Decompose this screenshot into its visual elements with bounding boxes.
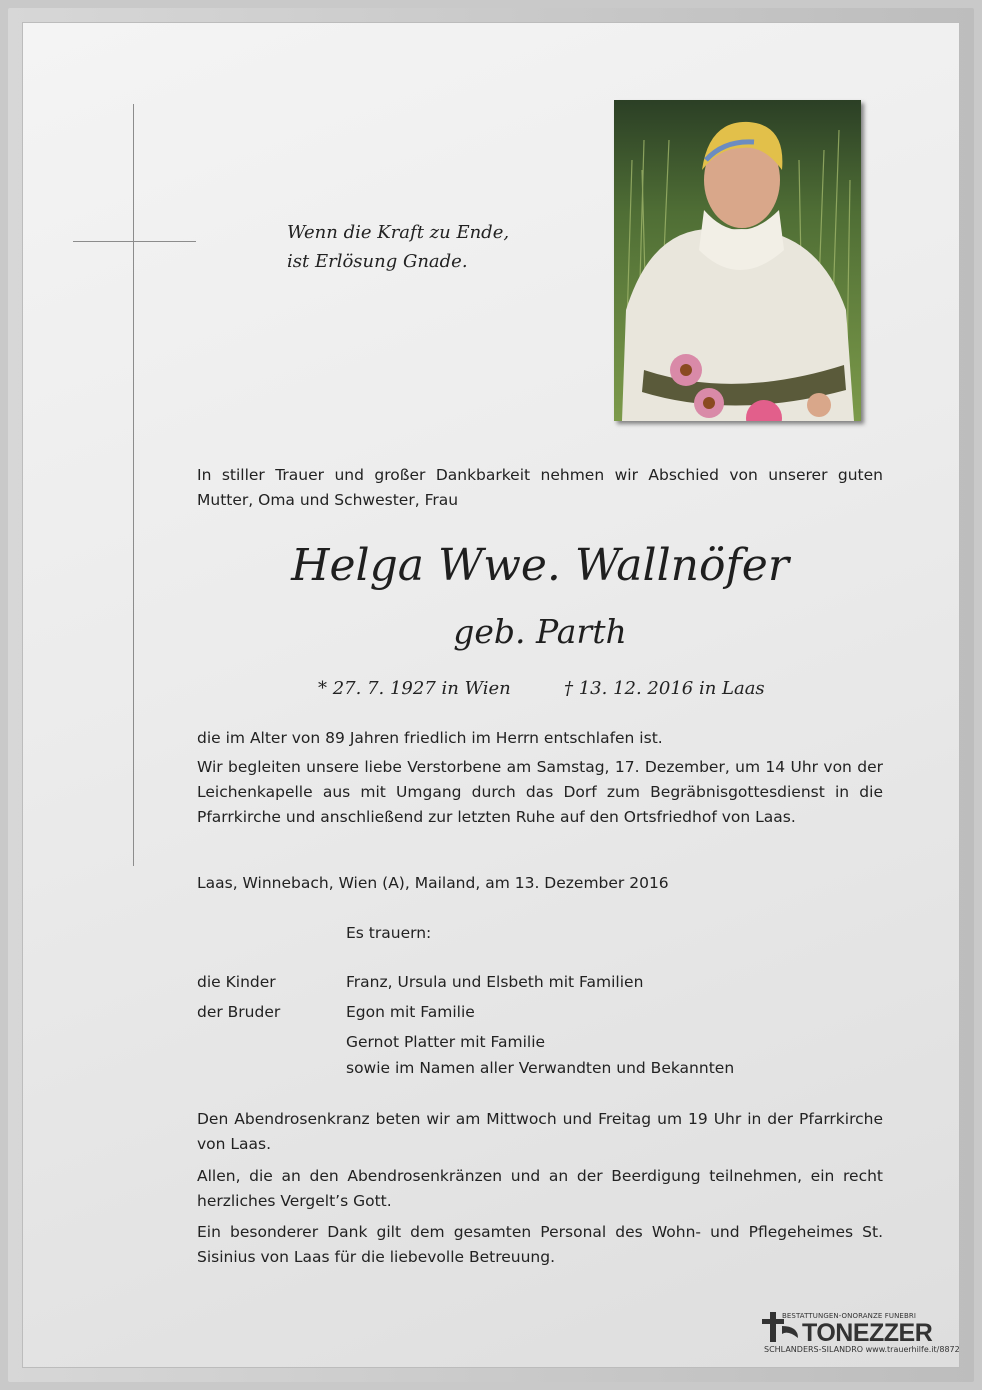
maiden-name: geb. Parth: [453, 612, 627, 651]
names-children: Franz, Ursula und Elsbeth mit Familien: [346, 973, 644, 991]
names-extra-1: Gernot Platter mit Familie: [346, 1033, 546, 1051]
cross-horizontal: [73, 241, 196, 242]
death-date: † 13. 12. 2016 in Laas: [564, 678, 765, 699]
birth-date: * 27. 7. 1927 in Wien: [318, 678, 511, 699]
names-brother: Egon mit Familie: [346, 1003, 475, 1021]
quote-line-2: ist Erlösung Gnade.: [287, 251, 468, 272]
funeral-text: Wir begleiten unsere liebe Verstorbene am Samstag, 17. Dezember, um 14 Uhr von der Leichenkapelle aus mit Umgang durch das Dorf zum Begräbnisgottesdienst in die Pfarrkirche und anschließend zur letzten Ruhe auf den Ortsfriedhof von Laas.: [197, 758, 883, 826]
thanks-text: Allen, die an den Abendrosenkränzen und an der Beerdigung teilnehmen, ein recht herzliches Vergelt’s Gott.: [197, 1167, 883, 1210]
place-date: Laas, Winnebach, Wien (A), Mailand, am 13. Dezember 2016: [197, 874, 669, 892]
age-text: die im Alter von 89 Jahren friedlich im Herrn entschlafen ist.: [197, 729, 663, 747]
quote-line-1: Wenn die Kraft zu Ende,: [287, 222, 510, 243]
intro-text: In stiller Trauer und großer Dankbarkeit nehmen wir Abschied von unserer guten Mutter, Oma und Schwester, Frau: [197, 466, 883, 509]
mourner-names: [346, 967, 734, 1081]
portrait-photo: [614, 100, 861, 421]
deceased-name: Helga Wwe. Wallnöfer: [291, 540, 789, 591]
mourners-heading: Es trauern:: [346, 924, 432, 942]
logo-brand: TONEZZER: [802, 1319, 933, 1347]
special-thanks-text: Ein besonderer Dank gilt dem gesamten Personal des Wohn- und Pflegeheimes St. Sisinius von Laas für die liebevolle Betreuung.: [197, 1223, 883, 1266]
relation-brother: der Bruder: [197, 1003, 281, 1021]
logo-tagline: BESTATTUNGEN-ONORANZE FUNEBRI: [782, 1312, 916, 1320]
portrait-illustration: [614, 100, 861, 421]
relation-children: die Kinder: [197, 973, 276, 991]
names-extra-2: sowie im Namen aller Verwandten und Bekannten: [346, 1059, 735, 1077]
funeral-home-logo: [758, 1308, 960, 1358]
mourner-relations: [197, 967, 280, 1027]
quote: [287, 218, 587, 276]
cross-vertical: [133, 104, 134, 866]
rosary-text: Den Abendrosenkranz beten wir am Mittwoch und Freitag um 19 Uhr in der Pfarrkirche von Laas.: [197, 1110, 883, 1153]
logo-subline: SCHLANDERS-SILANDRO www.trauerhilfe.it/8872: [764, 1345, 960, 1354]
